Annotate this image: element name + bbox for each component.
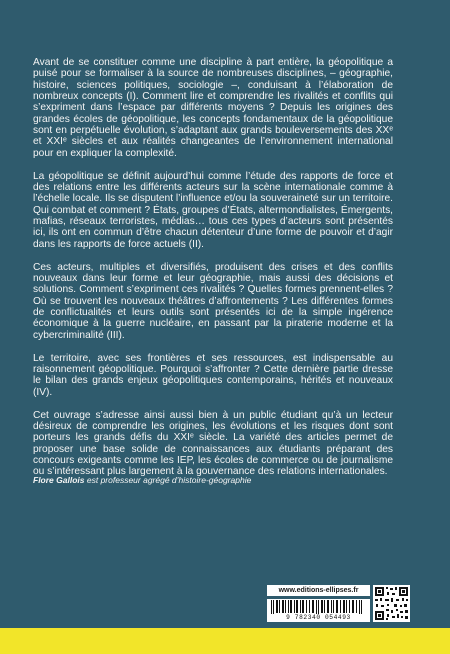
barcode-bars	[271, 600, 366, 614]
paragraph-4: Le territoire, avec ses frontières et ses ressources, est indispensable au raisonnement géopolitique. Pourquoi s’affronter ? Cette dernière partie dresse le bilan des grands enjeux géopolitiques contemporains, hérités et nouveaux (IV).	[33, 352, 393, 398]
paragraph-2: La géopolitique se définit aujourd’hui comme l’étude des rapports de force et des relations entre les différents acteurs sur la scène internationale comme à l’échelle locale. Ils se disputent l’influence et/ou la souveraineté sur un territoire. Qui combat et comment ? États, groupes d’États, altermondialistes, Émergents, mafias, réseaux terroristes, médias… tous ces types d’acteurs sont présentés ici, ils ont en commun d’être chacun détenteur d’une forme de pouvoir et d’agir dans les rapports de force actuels (II).	[33, 170, 393, 250]
back-cover-summary	[33, 57, 393, 478]
isbn-digits: 9 782340 054493	[286, 614, 351, 621]
barcode	[267, 599, 370, 622]
author-credit	[33, 475, 333, 485]
paragraph-5: Cet ouvrage s’adresse ainsi aussi bien à un public étudiant qu’à un lecteur désireux de comprendre les origines, les évolutions et les risques dont sont porteurs les grands défis du XXIᵉ siècle. La variété des articles permet de proposer une base solide de connaissances aux étudiants préparant des concours exigeants comme les IEP, les écoles de commerce ou de journalisme ou s’intéressant plus largement à la gouvernance des relations internationales.	[33, 409, 393, 478]
qr-code-icon	[373, 585, 410, 622]
author-name: Flore Gallois	[33, 475, 85, 485]
bottom-color-band	[0, 628, 450, 654]
author-description: est professeur agrégé d’histoire-géographie	[86, 475, 252, 485]
publisher-url[interactable]: www.editions-ellipses.fr	[267, 585, 370, 596]
paragraph-3: Ces acteurs, multiples et diversifiés, produisent des crises et des conflits nouveaux dans leur forme et leur géographie, mais aussi des décisions et solutions. Comment s’expriment ces rivalités ? Quelles formes prennent-elles ? Où se trouvent les nouveaux théâtres d’affrontements ? Les différentes formes de conflictualités et leurs outils sont présentés ici de la simple ingérence économique à la guerre nucléaire, en passant par la piraterie moderne et la cybercriminalité (III).	[33, 261, 393, 341]
paragraph-1: Avant de se constituer comme une discipline à part entière, la géopolitique a puisé pour se formaliser à la source de nombreuses disciplines, – géographie, histoire, sciences politiques, sociologie –, conduisant à l’élaboration de nombreux concepts (I). Comment lire et comprendre les rivalités et conflits qui s’expriment dans l’espace par différents moyens ? Depuis les origines des grandes écoles de géopolitique, les concepts fondamentaux de la géopolitique sont en perpétuelle évolution, s’adaptant aux grands bouleversements des XXᵉ et XXIᵉ siècles et aux réalités changeantes de l’environnement international pour en expliquer la complexité.	[33, 57, 393, 159]
